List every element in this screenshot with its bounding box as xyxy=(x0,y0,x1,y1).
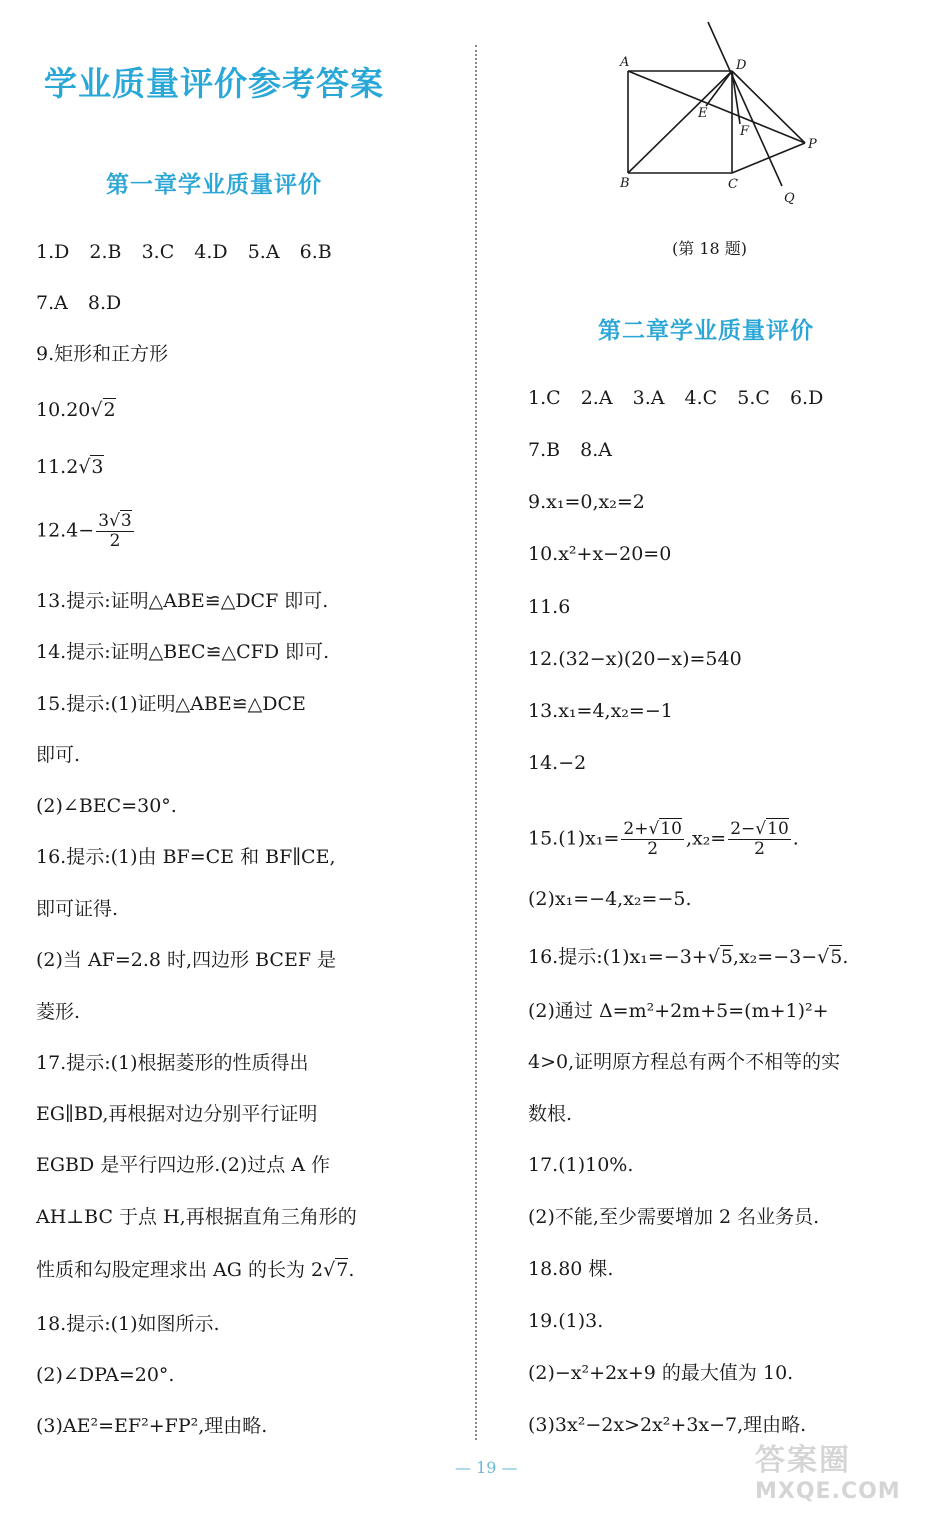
chapter1-answer-10: 10.20√2 xyxy=(36,399,116,421)
answer-item: 5.A xyxy=(247,241,280,263)
label-E: E xyxy=(698,106,708,121)
fraction: $\frac{2-√10}{2}$ xyxy=(730,819,789,859)
chapter1-answer-15-line-2: 即可. xyxy=(36,744,81,766)
chapter2-answer-15-line-2: (2)x₁=−4,x₂=−5. xyxy=(528,888,692,910)
chapter1-answer-18-line-1: 18.提示:(1)如图所示. xyxy=(36,1313,220,1335)
chapter2-answer-13: 13.x₁=4,x₂=−1 xyxy=(528,700,673,722)
answer-item: 5.C xyxy=(737,387,770,409)
answer-item: 6.B xyxy=(299,241,332,263)
answer-item: 3.C xyxy=(141,241,175,263)
chapter2-answer-17-line-2: (2)不能,至少需要增加 2 名业务员. xyxy=(528,1206,820,1228)
watermark-url: MXQE.COM xyxy=(755,1479,901,1504)
label-B: B xyxy=(620,176,630,191)
chapter2-answer-9: 9.x₁=0,x₂=2 xyxy=(528,491,645,513)
chapter2-answer-16-line-2: (2)通过 Δ=m²+2m+5=(m+1)²+ xyxy=(528,1000,829,1022)
page-number: — 19 — xyxy=(455,1458,518,1477)
chapter1-answer-12: 12.4− $\frac{3√3}{2}$ xyxy=(36,511,132,551)
label-Q: Q xyxy=(784,191,795,206)
fraction: $\frac{3√3}{2}$ xyxy=(98,511,132,551)
chapter2-answer-15-line-1: 15.(1)x₁= $\frac{2+√10}{2}$ ,x₂= $\frac{2-√10}{2}$ . xyxy=(528,819,799,859)
chapter2-answer-10: 10.x²+x−20=0 xyxy=(528,543,672,565)
label-A: A xyxy=(620,55,630,70)
chapter1-answer-9: 9.矩形和正方形 xyxy=(36,343,169,365)
label-P: P xyxy=(808,137,817,152)
chapter2-answer-18: 18.80 棵. xyxy=(528,1258,614,1280)
label-F: F xyxy=(740,124,750,139)
chapter1-title: 第一章学业质量评价 xyxy=(106,171,322,198)
chapter2-answer-19-line-2: (2)−x²+2x+9 的最大值为 10. xyxy=(528,1362,794,1384)
chapter2-answer-19-line-3: (3)3x²−2x>2x²+3x−7,理由略. xyxy=(528,1414,807,1436)
chapter1-answer-17-line-2: EG∥BD,再根据对边分别平行证明 xyxy=(36,1103,318,1125)
answer-item: 4.C xyxy=(684,387,718,409)
answer-item: 2.B xyxy=(89,241,122,263)
segment-DE xyxy=(706,71,732,106)
chapter1-answer-16-line-4: 菱形. xyxy=(36,1001,81,1023)
answer-item: 8.A xyxy=(580,439,612,461)
chapter2-answer-12: 12.(32−x)(20−x)=540 xyxy=(528,648,742,670)
chapter2-answer-17-line-1: 17.(1)10%. xyxy=(528,1154,634,1176)
chapter1-answer-13: 13.提示:证明△ABE≌△DCF 即可. xyxy=(36,590,329,612)
column-divider xyxy=(475,45,477,1440)
chapter1-answer-14: 14.提示:证明△BEC≌△CFD 即可. xyxy=(36,641,330,663)
answer-item: 7.B xyxy=(528,439,561,461)
answer-item: 1.D xyxy=(36,241,70,263)
chapter1-mc-row-1 xyxy=(36,240,346,264)
chapter2-mc-row-2 xyxy=(528,438,626,462)
answer-item: 7.A xyxy=(36,292,68,314)
segment-BD xyxy=(628,71,732,173)
watermark-text: 答案圈 xyxy=(755,1443,851,1478)
answer-item: 8.D xyxy=(87,292,122,314)
chapter1-answer-16-line-2: 即可证得. xyxy=(36,898,119,920)
chapter1-answer-15-line-1: 15.提示:(1)证明△ABE≌△DCE xyxy=(36,693,306,715)
line-DQ xyxy=(708,22,782,186)
chapter1-answer-17-line-4: AH⊥BC 于点 H,再根据直角三角形的 xyxy=(36,1206,357,1228)
chapter2-answer-16-line-4: 数根. xyxy=(528,1103,573,1125)
page-title: 学业质量评价参考答案 xyxy=(44,64,384,103)
label-C: C xyxy=(728,177,738,192)
chapter1-answer-18-line-2: (2)∠DPA=20°. xyxy=(36,1364,175,1386)
chapter1-answer-11: 11.2√3 xyxy=(36,456,104,478)
geometry-figure xyxy=(610,18,825,208)
answer-item: 3.A xyxy=(632,387,665,409)
chapter1-answer-17-line-1: 17.提示:(1)根据菱形的性质得出 xyxy=(36,1052,309,1074)
chapter1-answer-16-line-1: 16.提示:(1)由 BF=CE 和 BF∥CE, xyxy=(36,846,336,868)
label-D: D xyxy=(736,58,747,73)
answer-item: 4.D xyxy=(194,241,228,263)
chapter2-answer-11: 11.6 xyxy=(528,596,571,618)
chapter2-answer-16-line-3: 4>0,证明原方程总有两个不相等的实 xyxy=(528,1051,841,1073)
answer-item: 2.A xyxy=(580,387,613,409)
chapter1-answer-17-line-3: EGBD 是平行四边形.(2)过点 A 作 xyxy=(36,1154,331,1176)
chapter1-mc-row-2 xyxy=(36,291,135,315)
figure-caption: (第 18 题) xyxy=(672,239,748,258)
segment-DF xyxy=(732,71,740,124)
watermark xyxy=(755,1435,925,1520)
chapter1-answer-18-line-3: (3)AE²=EF²+FP²,理由略. xyxy=(36,1415,268,1437)
answer-item: 6.D xyxy=(789,387,824,409)
chapter2-answer-16-line-1: 16.提示:(1)x₁=−3+√5,x₂=−3−√5. xyxy=(528,946,849,968)
chapter2-answer-19-line-1: 19.(1)3. xyxy=(528,1310,604,1332)
chapter1-answer-15-line-3: (2)∠BEC=30°. xyxy=(36,795,177,817)
chapter1-answer-16-line-3: (2)当 AF=2.8 时,四边形 BCEF 是 xyxy=(36,949,337,971)
fraction: $\frac{2+√10}{2}$ xyxy=(623,819,682,859)
answer-item: 1.C xyxy=(528,387,561,409)
chapter2-mc-row-1 xyxy=(528,386,837,410)
chapter2-answer-14: 14.−2 xyxy=(528,752,587,774)
chapter2-title: 第二章学业质量评价 xyxy=(598,317,814,344)
chapter1-answer-17-line-5: 性质和勾股定理求出 AG 的长为 2√7. xyxy=(36,1259,355,1281)
segment-AP xyxy=(628,71,805,143)
